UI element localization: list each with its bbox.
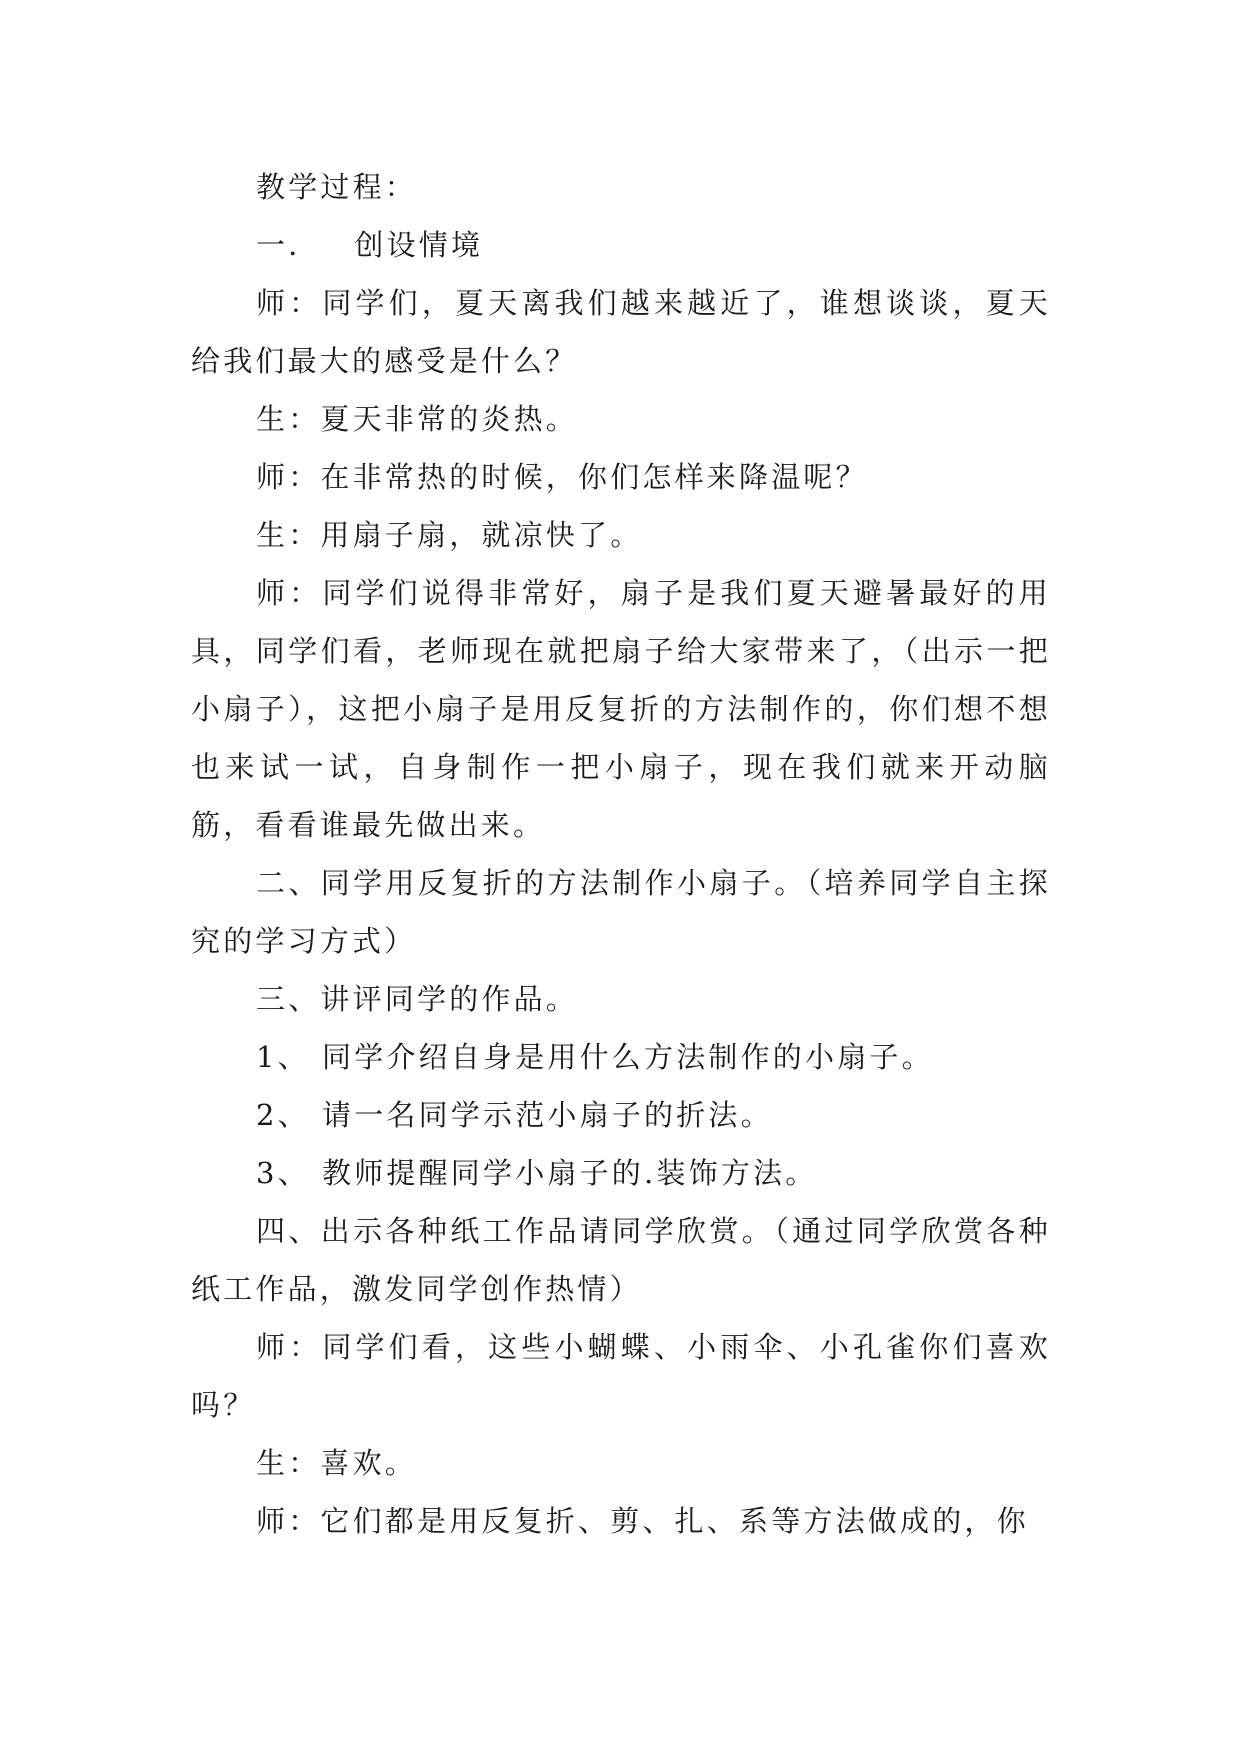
list-item-number: 3、 (256, 1156, 310, 1190)
list-item (191, 1144, 1051, 1202)
list-item-text: 请一名同学示范小扇子的折法。 (322, 1098, 773, 1132)
list-item-text: 教师提醒同学小扇子的.装饰方法。 (322, 1156, 818, 1190)
section-heading-4: 四、出示各种纸工作品请同学欣赏。（通过同学欣赏各种纸工作品，激发同学创作热情） (191, 1214, 1051, 1306)
section-title: 教学过程： (256, 170, 418, 204)
paragraph: 师：同学们看，这些小蝴蝶、小雨伞、小孔雀你们喜欢吗？ (191, 1330, 1051, 1422)
list-item-number: 1、 (256, 1040, 310, 1074)
paragraph: 师：它们都是用反复折、剪、扎、系等方法做成的，你 (256, 1504, 1029, 1538)
list-item-number: 2、 (256, 1098, 310, 1132)
paragraph: 生：用扇子扇，就凉快了。 (256, 518, 643, 552)
section-heading-2: 二、同学用反复折的方法制作小扇子。（培养同学自主探究的学习方式） (191, 866, 1051, 958)
paragraph: 生：夏天非常的炎热。 (256, 402, 579, 436)
section-number: 一． (256, 228, 321, 262)
section-heading-1 (191, 216, 1051, 274)
list-item (191, 1028, 1051, 1086)
paragraph: 生：喜欢。 (256, 1446, 418, 1480)
paragraph: 师：同学们说得非常好，扇子是我们夏天避暑最好的用具，同学们看，老师现在就把扇子给大家带来了，（出示一把小扇子），这把小扇子是用反复折的方法制作的，你们想不想也来试一试，自身制作一把小扇子，现在我们就来开动脑筋，看看谁最先做出来。 (191, 576, 1051, 842)
list-item (191, 1086, 1051, 1144)
list-item-text: 同学介绍自身是用什么方法制作的小扇子。 (322, 1040, 934, 1074)
paragraph: 师：在非常热的时候，你们怎样来降温呢？ (256, 460, 868, 494)
section-label: 创设情境 (354, 228, 484, 262)
paragraph: 师：同学们，夏天离我们越来越近了，谁想谈谈，夏天给我们最大的感受是什么？ (191, 286, 1051, 378)
document-body (191, 158, 1051, 1550)
section-heading-3: 三、讲评同学的作品。 (256, 982, 579, 1016)
